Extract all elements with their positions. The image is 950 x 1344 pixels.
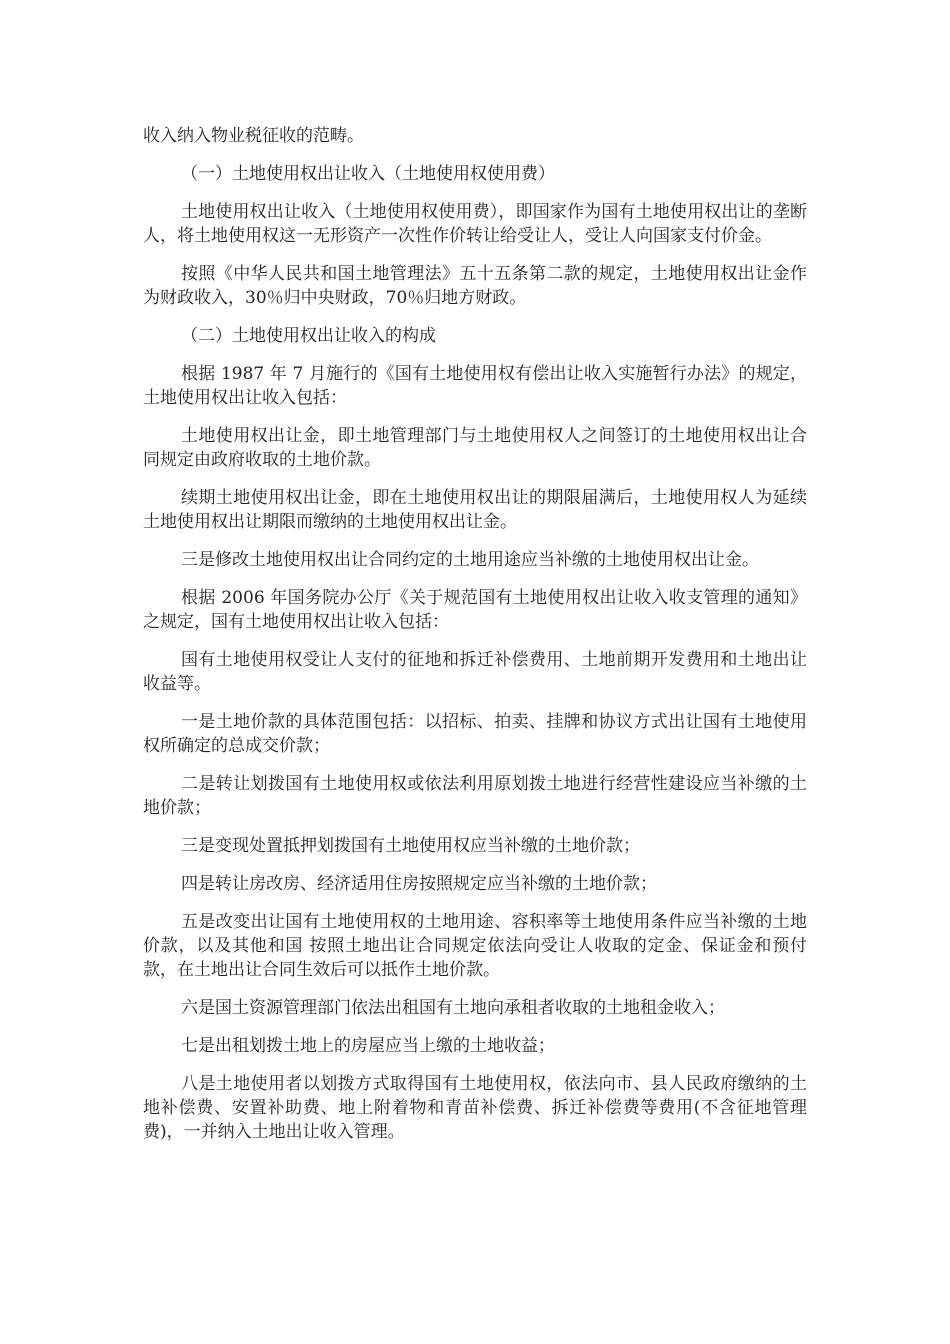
paragraph-19: 八是土地使用者以划拨方式取得国有土地使用权，依法向市、县人民政府缴纳的土地补偿费、安置补助费、地上附着物和青苗补偿费、拆迁补偿费等费用(不含征地管理费)，一并纳入土地出让收入管理。 <box>143 1074 807 1142</box>
paragraph-7: 土地使用权出让金，即土地管理部门与土地使用权人之间签订的土地使用权出让合同规定由政府收取的土地价款。 <box>143 426 807 470</box>
section-heading-2: （二）土地使用权出让收入的构成 <box>181 326 436 346</box>
paragraph-1: 收入纳入物业税征收的范畴。 <box>143 126 364 146</box>
section-heading-1: （一）土地使用权出让收入（土地使用权使用费） <box>181 164 555 184</box>
document-body <box>143 124 807 1158</box>
paragraph-15: 四是转让房改房、经济适用住房按照规定应当补缴的土地价款； <box>181 874 657 894</box>
paragraph-10: 根据 2006 年国务院办公厅《关于规范国有土地使用权出让收入收支管理的通知》之规定，国有土地使用权出让收入包括： <box>143 588 807 632</box>
paragraph-18: 七是出租划拨土地上的房屋应当上缴的土地收益； <box>181 1036 555 1056</box>
paragraph-13: 二是转让划拨国有土地使用权或依法利用原划拨土地进行经营性建设应当补缴的土地价款； <box>143 774 807 818</box>
paragraph-16: 五是改变出让国有土地使用权的土地用途、容积率等土地使用条件应当补缴的土地价款，以及其他和国 按照土地出让合同规定依法向受让人收取的定金、保证金和预付款，在土地出让合同生效后可以抵作土地价款。 <box>143 912 807 980</box>
paragraph-8: 续期土地使用权出让金，即在土地使用权出让的期限届满后，土地使用权人为延续土地使用权出让期限而缴纳的土地使用权出让金。 <box>143 488 807 532</box>
paragraph-9: 三是修改土地使用权出让合同约定的土地用途应当补缴的土地使用权出让金。 <box>181 550 759 570</box>
paragraph-17: 六是国土资源管理部门依法出租国有土地向承租者收取的土地租金收入； <box>181 998 725 1018</box>
paragraph-4: 按照《中华人民共和国土地管理法》五十五条第二款的规定，土地使用权出让金作为财政收入，30％归中央财政，70％归地方财政。 <box>143 264 807 308</box>
paragraph-11: 国有土地使用权受让人支付的征地和拆迁补偿费用、土地前期开发费用和土地出让收益等。 <box>143 650 807 694</box>
paragraph-6: 根据 1987 年 7 月施行的《国有土地使用权有偿出让收入实施暂行办法》的规定，土地使用权出让收入包括： <box>143 364 807 408</box>
paragraph-12: 一是土地价款的具体范围包括：以招标、拍卖、挂牌和协议方式出让国有土地使用权所确定的总成交价款； <box>143 712 807 756</box>
paragraph-14: 三是变现处置抵押划拨国有土地使用权应当补缴的土地价款； <box>181 836 640 856</box>
paragraph-3: 土地使用权出让收入（土地使用权使用费），即国家作为国有土地使用权出让的垄断人，将土地使用权这一无形资产一次性作价转让给受让人，受让人向国家支付价金。 <box>143 202 807 246</box>
